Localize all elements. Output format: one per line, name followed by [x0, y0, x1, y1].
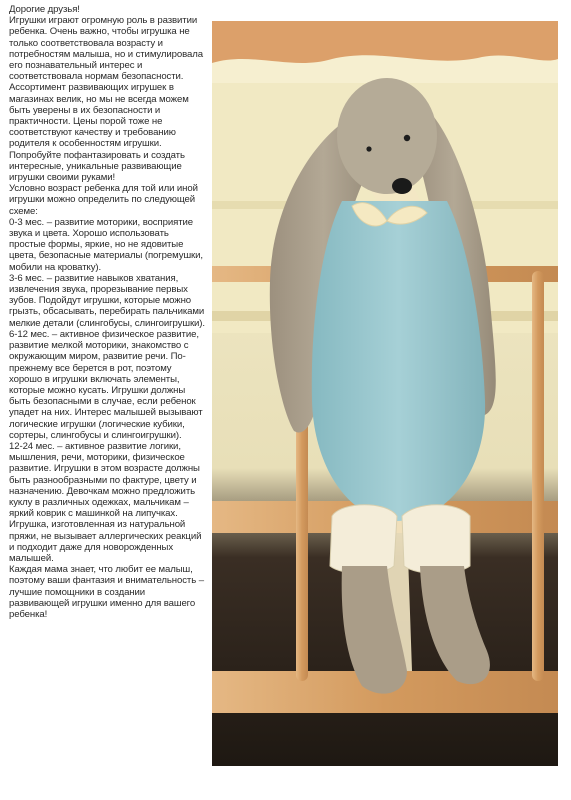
article-paragraph: Условно возраст ребенка для той или иной игрушки можно определить по следующей схеме:	[9, 183, 198, 217]
article-paragraph: 12-24 мес. – активное развитие логики, мышления, речи, моторики, физическое развитие. Игрушки в этом возрасте должны быть разнообразными по фактуре, цвету и назначению. Девочкам можно предложить куклу в различных одежках, мальчикам – яркий коврик с машинкой на липучках.	[9, 440, 200, 520]
article-paragraph: 0-3 мес. – развитие моторики, восприятие звука и цвета. Хорошо использовать простые формы, яркие, но не ядовитые цвета, безопасные материалы (погремушки, мобили на кроватку).	[9, 216, 203, 273]
article-text	[9, 4, 207, 620]
article-greeting: Дорогие друзья!	[9, 4, 80, 15]
bunny-head	[337, 78, 437, 194]
bunny-toy-photo	[212, 21, 558, 766]
bunny-toy-illustration	[212, 21, 558, 766]
bunny-nose	[392, 178, 412, 194]
article-paragraph: Ассортимент развивающих игрушек в магазинах велик, но мы не всегда можем быть уверены в их безопасности и практичности. Цены порой тоже не соответствуют качеству и требованию родителя к особенностям игрушки.	[9, 82, 189, 150]
article-paragraph: Каждая мама знает, что любит ее малыш, поэтому ваши фантазия и внимательность – лучшие помощники в создании развивающей игрушки именно для вашего ребенка!	[9, 564, 204, 620]
article-paragraph: Игрушки играют огромную роль в развитии ребенка. Очень важно, чтобы игрушка не только соответствовала возрасту и потребностям малыша, но и стимулировала его познавательный интерес и соответствовала нормам безопасности.	[9, 15, 203, 83]
article-paragraph: Попробуйте пофантазировать и создать интересные, уникальные развивающие игрушки своими руками!	[9, 149, 185, 184]
bunny-eye	[404, 135, 410, 141]
bunny-eye	[366, 146, 371, 151]
article-paragraph: 6-12 мес. – активное физическое развитие, развитие мелкой моторики, знакомство с окружающим миром, развитие речи. По-прежнему все берется в рот, поэтому хорошо в игрушки включать элементы, которые можно кусать. Игрушки должны быть безопасными в случае, если ребенок упадет на них. Интерес малышей вызывают логические игрушки (логические кубики, сортеры, слингобусы и слингоигрушки).	[9, 328, 203, 441]
lace-cuff-right	[402, 505, 470, 574]
article-paragraph: Игрушка, изготовленная из натуральной пряжи, не вызывает аллергических реакций и подходит даже для новорожденных малышей.	[9, 519, 202, 564]
lace-cuff-left	[330, 505, 397, 574]
crib-bar	[532, 271, 544, 681]
bunny-body	[312, 201, 485, 521]
article-paragraph: 3-6 мес. – развитие навыков хватания, извлечения звука, прорезывание первых зубов. Подойдут игрушки, которые можно грызть, обсасывать, перебирать пальчиками мелкие детали (слингобусы, слингоигрушки).	[9, 272, 205, 329]
